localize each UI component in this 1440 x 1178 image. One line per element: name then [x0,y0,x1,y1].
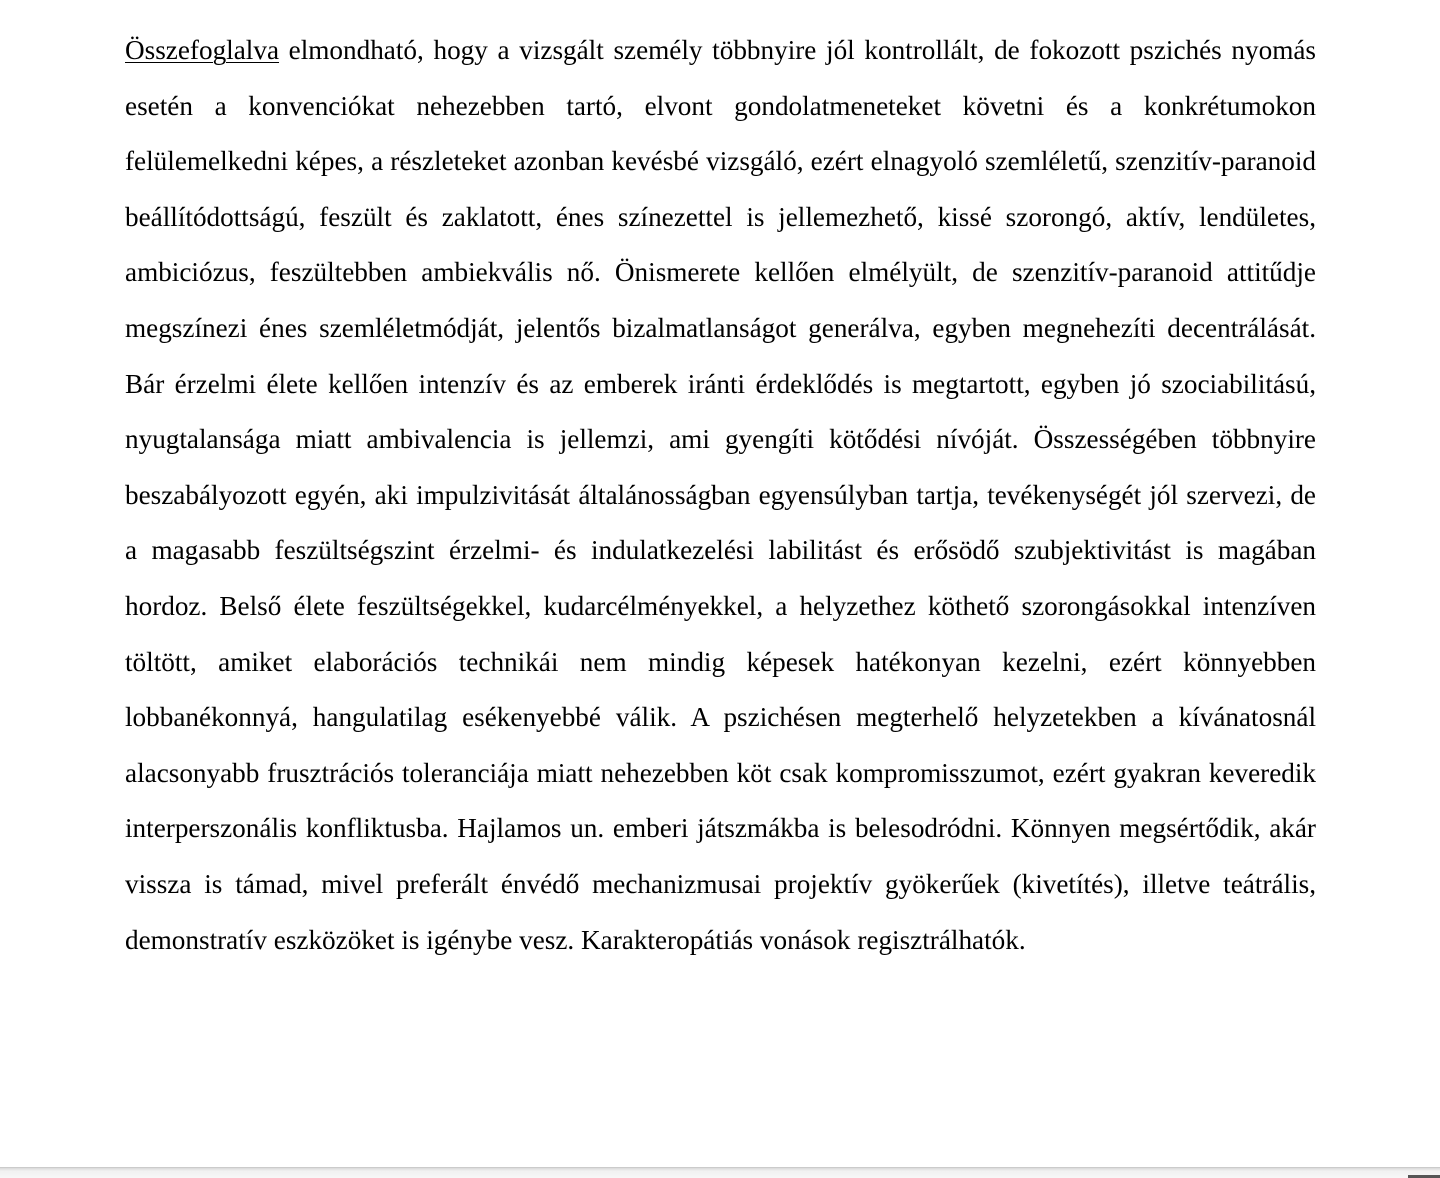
summary-paragraph [125,23,1316,968]
summary-lead-word: Összefoglalva [125,35,280,65]
summary-body-text: elmondható, hogy a vizsgált személy többnyire jól kontrollált, de fokozott pszichés nyomás esetén a konvenciókat nehezebben tartó, elvont gondolatmeneteket követni és a konkrétumokon felülemelkedni képes, a részleteket azonban kevésbé vizsgáló, ezért elnagyoló szemléletű, szenzitív-paranoid beállítódottságú, feszült és zaklatott, énes színezettel is jellemezhető, kissé szorongó, aktív, lendületes, ambiciózus, feszültebben ambiekvális nő. Önismerete kellően elmélyült, de szenzitív-paranoid attitűdje megszínezi énes szemléletmódját, jelentős bizalmatlanságot generálva, egyben megnehezíti decentrálását. Bár érzelmi élete kellően intenzív és az emberek iránti érdeklődés is megtartott, egyben jó szociabilitású, nyugtalansága miatt ambivalencia is jellemzi, ami gyengíti kötődési nívóját. Összességében többnyire beszabályozott egyén, aki impulzivitását általánosságban egyensúlyban tartja, tevékenységét jól szervezi, de a magasabb feszültségszint érzelmi- és indulatkezelési labilitást és erősödő szubjektivitást is magában hordoz. Belső élete feszültségekkel, kudarcélményekkel, a helyzethez köthető szorongásokkal intenzíven töltött, amiket elaborációs technikái nem mindig képesek hatékonyan kezelni, ezért könnyebben lobbanékonnyá, hangulatilag esékenyebbé válik. A pszichésen megterhelő helyzetekben a kívánatosnál alacsonyabb frusztrációs toleranciája miatt nehezebben köt csak kompromisszumot, ezért gyakran keveredik interperszonális konfliktusba. Hajlamos un. emberi játszmákba is belesodródni. Könnyen megsértődik, akár vissza is támad, mivel preferált énvédő mechanizmusai projektív gyökerűek (kivetítés), illetve teátrális, demonstratív eszközöket is igénybe vesz. Karakteropátiás vonások regisztrálhatók. [125,35,1316,955]
page-bottom-edge [0,1167,1440,1178]
